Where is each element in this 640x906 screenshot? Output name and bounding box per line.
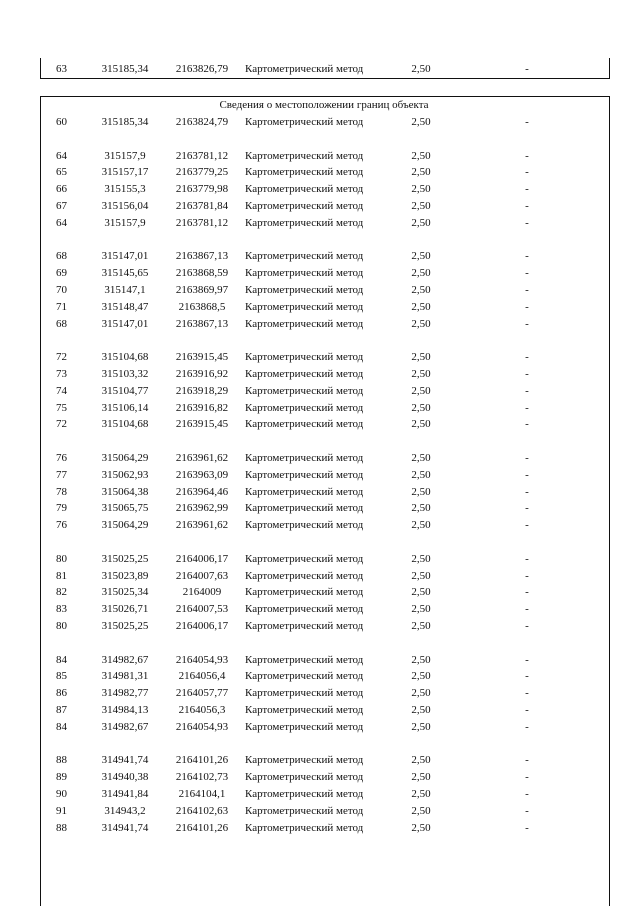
point-number: 64 xyxy=(56,149,67,162)
point-description: - xyxy=(525,401,529,414)
determination-method: Картометрический метод xyxy=(245,468,364,481)
point-number: 76 xyxy=(56,452,67,464)
coordinate-y: 2164102,63 xyxy=(175,804,229,817)
coordinate-y: 2163961,62 xyxy=(175,452,229,464)
table-row xyxy=(0,216,640,230)
coordinate-x: 314982,77 xyxy=(101,687,149,700)
coordinate-x: 315148,47 xyxy=(101,300,149,313)
point-description: - xyxy=(525,284,529,296)
table-row xyxy=(0,249,640,263)
accuracy-value: 2,50 xyxy=(411,351,431,364)
determination-method: Картометрический метод xyxy=(245,502,364,515)
determination-method: Картометрический метод xyxy=(245,485,364,498)
point-description: - xyxy=(525,620,529,632)
coordinate-y: 2164009 xyxy=(182,586,222,599)
point-description: - xyxy=(525,418,529,431)
coordinate-x: 315157,9 xyxy=(104,149,146,162)
coordinate-x: 315103,32 xyxy=(101,368,149,380)
table-row xyxy=(0,703,640,717)
table-row xyxy=(0,149,640,163)
point-number: 66 xyxy=(56,183,67,196)
point-number: 67 xyxy=(56,200,67,212)
point-number: 75 xyxy=(56,401,67,414)
table-row xyxy=(0,720,640,734)
point-description: - xyxy=(525,569,529,582)
coordinate-x: 315025,25 xyxy=(101,620,149,632)
accuracy-value: 2,50 xyxy=(411,620,431,632)
point-number: 78 xyxy=(56,485,67,498)
accuracy-value: 2,50 xyxy=(411,670,431,683)
coordinate-y: 2163963,09 xyxy=(175,468,229,481)
point-number: 88 xyxy=(56,754,67,767)
determination-method: Картометрический метод xyxy=(245,166,364,179)
table-row xyxy=(0,770,640,784)
point-number: 89 xyxy=(56,771,67,784)
accuracy-value: 2,50 xyxy=(411,586,431,599)
coordinate-y: 2164101,26 xyxy=(175,754,229,767)
table-row xyxy=(0,753,640,767)
accuracy-value: 2,50 xyxy=(411,300,431,313)
point-description: - xyxy=(525,821,529,834)
coordinate-x: 315147,1 xyxy=(104,284,146,296)
determination-method: Картометрический метод xyxy=(245,620,364,632)
point-description: - xyxy=(525,216,529,229)
coordinate-x: 315064,29 xyxy=(101,452,149,464)
point-number: 81 xyxy=(56,569,67,582)
coordinate-x: 315145,65 xyxy=(101,267,149,280)
coordinate-y: 2163867,13 xyxy=(175,250,229,263)
point-description: - xyxy=(525,603,529,616)
accuracy-value: 2,50 xyxy=(411,200,431,212)
accuracy-value: 2,50 xyxy=(411,754,431,767)
point-number: 90 xyxy=(56,788,67,800)
coordinate-y: 2164054,93 xyxy=(175,720,229,733)
table-row xyxy=(0,199,640,213)
accuracy-value: 2,50 xyxy=(411,704,431,716)
accuracy-value: 2,50 xyxy=(411,502,431,515)
coordinate-y: 2163868,59 xyxy=(175,267,229,280)
point-number: 82 xyxy=(56,586,67,599)
coordinate-y: 2164007,63 xyxy=(175,569,229,582)
coordinate-y: 2163867,13 xyxy=(175,317,229,330)
coordinate-x: 314941,84 xyxy=(101,788,149,800)
point-number: 63 xyxy=(56,63,67,75)
accuracy-value: 2,50 xyxy=(411,149,431,162)
accuracy-value: 2,50 xyxy=(411,687,431,700)
accuracy-value: 2,50 xyxy=(411,603,431,616)
accuracy-value: 2,50 xyxy=(411,788,431,800)
accuracy-value: 2,50 xyxy=(411,183,431,196)
point-number: 85 xyxy=(56,670,67,683)
table-row xyxy=(0,384,640,398)
table-row xyxy=(0,300,640,314)
coordinate-y: 2163915,45 xyxy=(175,351,229,364)
accuracy-value: 2,50 xyxy=(411,250,431,263)
table-row xyxy=(0,283,640,297)
coordinate-x: 314982,67 xyxy=(101,720,149,733)
determination-method: Картометрический метод xyxy=(245,603,364,616)
table-row xyxy=(0,182,640,196)
point-description: - xyxy=(525,384,529,397)
table-row xyxy=(0,485,640,499)
accuracy-value: 2,50 xyxy=(411,519,431,532)
coordinate-y: 2163918,29 xyxy=(175,384,229,397)
accuracy-value: 2,50 xyxy=(411,485,431,498)
point-description: - xyxy=(525,788,529,800)
coordinate-y: 2164006,17 xyxy=(175,552,229,565)
determination-method: Картометрический метод xyxy=(245,821,364,834)
determination-method: Картометрический метод xyxy=(245,183,364,196)
point-description: - xyxy=(525,368,529,380)
coordinate-y: 2163781,12 xyxy=(175,216,229,229)
point-description: - xyxy=(525,317,529,330)
table-row xyxy=(0,518,640,532)
coordinate-y: 2164056,4 xyxy=(178,670,226,683)
coordinate-x: 314943,2 xyxy=(104,804,146,817)
accuracy-value: 2,50 xyxy=(411,166,431,179)
point-number: 80 xyxy=(56,620,67,632)
determination-method: Картометрический метод xyxy=(245,216,364,229)
point-description: - xyxy=(525,552,529,565)
determination-method: Картометрический метод xyxy=(245,418,364,431)
determination-method: Картометрический метод xyxy=(245,804,364,817)
point-number: 77 xyxy=(56,468,67,481)
section-title: Сведения о местоположении границ объекта xyxy=(219,99,429,111)
coordinate-x: 315185,34 xyxy=(101,63,149,75)
determination-method: Картометрический метод xyxy=(245,452,364,464)
determination-method: Картометрический метод xyxy=(245,519,364,532)
accuracy-value: 2,50 xyxy=(411,216,431,229)
determination-method: Картометрический метод xyxy=(245,704,364,716)
table-row xyxy=(0,585,640,599)
point-description: - xyxy=(525,250,529,263)
point-number: 68 xyxy=(56,250,67,263)
point-number: 64 xyxy=(56,216,67,229)
coordinate-x: 314984,13 xyxy=(101,704,149,716)
determination-method: Картометрический метод xyxy=(245,368,364,380)
coordinate-x: 315025,34 xyxy=(101,586,149,599)
point-description: - xyxy=(525,519,529,532)
point-description: - xyxy=(525,502,529,515)
accuracy-value: 2,50 xyxy=(411,284,431,296)
coordinate-y: 2164104,1 xyxy=(178,788,226,800)
table-row xyxy=(0,619,640,633)
table-row xyxy=(0,569,640,583)
coordinate-x: 315106,14 xyxy=(101,401,149,414)
coordinate-x: 315104,68 xyxy=(101,418,149,431)
point-number: 76 xyxy=(56,519,67,532)
point-number: 65 xyxy=(56,166,67,179)
coordinate-x: 315023,89 xyxy=(101,569,149,582)
table-row xyxy=(0,115,640,129)
coordinate-x: 315155,3 xyxy=(104,183,146,196)
coordinate-y: 2163915,45 xyxy=(175,418,229,431)
point-description: - xyxy=(525,351,529,364)
coordinate-y: 2163869,97 xyxy=(175,284,229,296)
coordinate-x: 314981,31 xyxy=(101,670,149,683)
accuracy-value: 2,50 xyxy=(411,418,431,431)
coordinate-x: 315025,25 xyxy=(101,552,149,565)
accuracy-value: 2,50 xyxy=(411,267,431,280)
point-description: - xyxy=(525,804,529,817)
determination-method: Картометрический метод xyxy=(245,569,364,582)
coordinate-y: 2164006,17 xyxy=(175,620,229,632)
point-description: - xyxy=(525,63,529,75)
coordinate-x: 315185,34 xyxy=(101,116,149,128)
point-number: 60 xyxy=(56,116,67,128)
point-description: - xyxy=(525,166,529,179)
coordinate-y: 2163916,82 xyxy=(175,401,229,414)
point-description: - xyxy=(525,670,529,683)
table-row xyxy=(0,165,640,179)
point-number: 83 xyxy=(56,603,67,616)
determination-method: Картометрический метод xyxy=(245,300,364,313)
table-row xyxy=(0,367,640,381)
point-description: - xyxy=(525,704,529,716)
coordinate-y: 2163868,5 xyxy=(178,300,226,313)
point-description: - xyxy=(525,267,529,280)
table-row xyxy=(0,552,640,566)
determination-method: Картометрический метод xyxy=(245,116,364,128)
coordinate-x: 315157,17 xyxy=(101,166,149,179)
accuracy-value: 2,50 xyxy=(411,720,431,733)
point-description: - xyxy=(525,116,529,128)
table-row xyxy=(0,266,640,280)
coordinate-y: 2163824,79 xyxy=(175,116,229,128)
accuracy-value: 2,50 xyxy=(411,384,431,397)
coordinate-y: 2164007,53 xyxy=(175,603,229,616)
coordinate-x: 315104,77 xyxy=(101,384,149,397)
point-description: - xyxy=(525,149,529,162)
determination-method: Картометрический метод xyxy=(245,788,364,800)
coordinate-y: 2163962,99 xyxy=(175,502,229,515)
determination-method: Картометрический метод xyxy=(245,351,364,364)
point-number: 73 xyxy=(56,368,67,380)
accuracy-value: 2,50 xyxy=(411,569,431,582)
coordinate-x: 314940,38 xyxy=(101,771,149,784)
point-description: - xyxy=(525,468,529,481)
point-description: - xyxy=(525,200,529,212)
determination-method: Картометрический метод xyxy=(245,149,364,162)
determination-method: Картометрический метод xyxy=(245,754,364,767)
point-description: - xyxy=(525,183,529,196)
point-description: - xyxy=(525,754,529,767)
coordinate-y: 2163781,84 xyxy=(175,200,229,212)
accuracy-value: 2,50 xyxy=(411,552,431,565)
determination-method: Картометрический метод xyxy=(245,384,364,397)
point-number: 84 xyxy=(56,653,67,666)
point-number: 74 xyxy=(56,384,67,397)
determination-method: Картометрический метод xyxy=(245,586,364,599)
point-number: 79 xyxy=(56,502,67,515)
determination-method: Картометрический метод xyxy=(245,401,364,414)
table-row xyxy=(0,501,640,515)
accuracy-value: 2,50 xyxy=(411,468,431,481)
coordinate-y: 2163961,62 xyxy=(175,519,229,532)
point-number: 87 xyxy=(56,704,67,716)
accuracy-value: 2,50 xyxy=(411,317,431,330)
coordinate-x: 315104,68 xyxy=(101,351,149,364)
point-description: - xyxy=(525,452,529,464)
point-number: 72 xyxy=(56,418,67,431)
coordinate-x: 314941,74 xyxy=(101,821,149,834)
table-row xyxy=(0,804,640,818)
coordinate-y: 2164056,3 xyxy=(178,704,226,716)
determination-method: Картометрический метод xyxy=(245,284,364,296)
point-description: - xyxy=(525,586,529,599)
table-row xyxy=(0,417,640,431)
point-description: - xyxy=(525,653,529,666)
coordinate-y: 2163779,98 xyxy=(175,183,229,196)
table-row xyxy=(0,602,640,616)
determination-method: Картометрический метод xyxy=(245,250,364,263)
coordinate-y: 2163916,92 xyxy=(175,368,229,380)
table-row xyxy=(0,317,640,331)
accuracy-value: 2,50 xyxy=(411,653,431,666)
table-row xyxy=(0,787,640,801)
determination-method: Картометрический метод xyxy=(245,63,364,75)
coordinate-y: 2164102,73 xyxy=(175,771,229,784)
coordinate-x: 315157,9 xyxy=(104,216,146,229)
coordinate-x: 315147,01 xyxy=(101,250,149,263)
accuracy-value: 2,50 xyxy=(411,804,431,817)
accuracy-value: 2,50 xyxy=(411,368,431,380)
accuracy-value: 2,50 xyxy=(411,116,431,128)
point-number: 91 xyxy=(56,804,67,817)
point-number: 68 xyxy=(56,317,67,330)
point-description: - xyxy=(525,687,529,700)
table-row xyxy=(0,451,640,465)
point-description: - xyxy=(525,485,529,498)
table-row xyxy=(0,468,640,482)
point-number: 88 xyxy=(56,821,67,834)
coordinate-x: 315156,04 xyxy=(101,200,149,212)
point-number: 71 xyxy=(56,300,67,313)
determination-method: Картометрический метод xyxy=(245,200,364,212)
coordinate-y: 2163779,25 xyxy=(175,166,229,179)
determination-method: Картометрический метод xyxy=(245,720,364,733)
coordinate-x: 315147,01 xyxy=(101,317,149,330)
accuracy-value: 2,50 xyxy=(411,63,431,75)
coordinate-y: 2163964,46 xyxy=(175,485,229,498)
coordinate-x: 314982,67 xyxy=(101,653,149,666)
determination-method: Картометрический метод xyxy=(245,267,364,280)
table-row xyxy=(0,669,640,683)
determination-method: Картометрический метод xyxy=(245,771,364,784)
accuracy-value: 2,50 xyxy=(411,821,431,834)
point-description: - xyxy=(525,300,529,313)
coordinate-x: 315026,71 xyxy=(101,603,149,616)
coordinate-y: 2164101,26 xyxy=(175,821,229,834)
table-row xyxy=(0,653,640,667)
accuracy-value: 2,50 xyxy=(411,401,431,414)
determination-method: Картометрический метод xyxy=(245,670,364,683)
table-row xyxy=(0,350,640,364)
table-row xyxy=(0,401,640,415)
coordinate-x: 315062,93 xyxy=(101,468,149,481)
determination-method: Картометрический метод xyxy=(245,317,364,330)
point-number: 72 xyxy=(56,351,67,364)
coordinate-x: 315064,29 xyxy=(101,519,149,532)
coordinate-y: 2164054,93 xyxy=(175,653,229,666)
determination-method: Картометрический метод xyxy=(245,552,364,565)
coordinate-x: 315064,38 xyxy=(101,485,149,498)
coordinate-x: 314941,74 xyxy=(101,754,149,767)
accuracy-value: 2,50 xyxy=(411,452,431,464)
determination-method: Картометрический метод xyxy=(245,653,364,666)
coordinate-y: 2163781,12 xyxy=(175,149,229,162)
coordinate-x: 315065,75 xyxy=(101,502,149,515)
determination-method: Картометрический метод xyxy=(245,687,364,700)
point-number: 80 xyxy=(56,552,67,565)
point-number: 84 xyxy=(56,720,67,733)
table-row xyxy=(0,686,640,700)
point-number: 70 xyxy=(56,284,67,296)
table-row xyxy=(0,62,640,76)
table-row xyxy=(0,821,640,835)
point-description: - xyxy=(525,771,529,784)
point-description: - xyxy=(525,720,529,733)
coordinate-y: 2164057,77 xyxy=(175,687,229,700)
coordinate-y: 2163826,79 xyxy=(175,63,229,75)
point-number: 69 xyxy=(56,267,67,280)
accuracy-value: 2,50 xyxy=(411,771,431,784)
point-number: 86 xyxy=(56,687,67,700)
